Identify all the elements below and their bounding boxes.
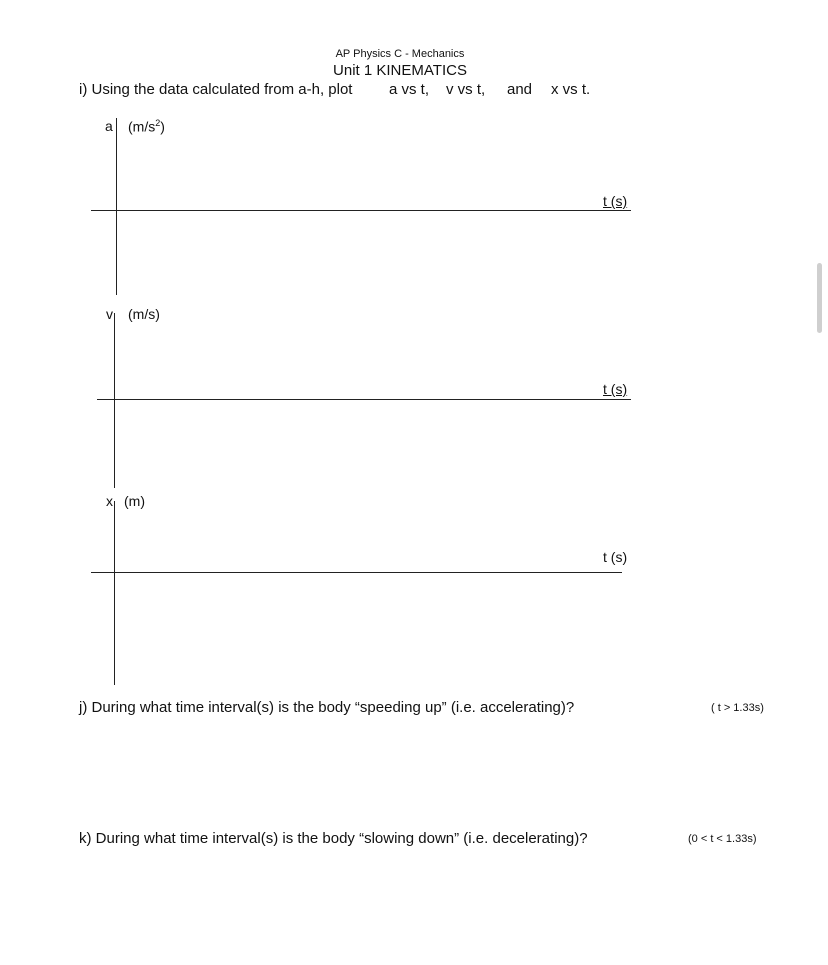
x-vertical-axis (114, 501, 115, 685)
x-time-axis (91, 572, 622, 573)
v-vertical-axis (114, 313, 115, 488)
plot-v-vs-t: v vs t, (446, 81, 486, 98)
a-time-axis (91, 210, 631, 211)
plot-x-vs-t: x vs t. (551, 81, 591, 98)
x-axis-variable: x (106, 493, 113, 509)
scrollbar-thumb[interactable] (817, 263, 822, 333)
a-unit-exponent: 2 (155, 118, 161, 128)
unit-title: Unit 1 KINEMATICS (333, 62, 467, 79)
question-k-prompt: k) During what time interval(s) is the body “slowing down” (i.e. decelerating)? (79, 830, 588, 847)
a-vertical-axis (116, 118, 117, 295)
a-axis-unit (128, 118, 165, 135)
x-time-label: t (s) (603, 549, 628, 565)
a-unit-base: (m/s (128, 118, 156, 135)
question-j-prompt: j) During what time interval(s) is the body “speeding up” (i.e. accelerating)? (79, 699, 575, 716)
question-i-prompt: i) Using the data calculated from a-h, plot (79, 81, 353, 98)
v-time-label: t (s) (603, 381, 628, 397)
v-axis-variable: v (106, 306, 113, 322)
plot-a-vs-t: a vs t, (389, 81, 430, 98)
course-title: AP Physics C - Mechanics (335, 48, 465, 60)
question-k-answer: (0 < t < 1.33s) (688, 833, 757, 845)
a-time-label: t (s) (603, 193, 628, 209)
v-axis-unit: (m/s) (128, 306, 160, 322)
x-axis-unit: (m) (124, 493, 145, 509)
a-axis-variable: a (105, 118, 113, 134)
a-unit-close: ) (160, 118, 165, 135)
question-j-answer: ( t > 1.33s) (711, 702, 764, 714)
v-time-axis (97, 399, 631, 400)
plot-conjunction: and (507, 81, 533, 98)
